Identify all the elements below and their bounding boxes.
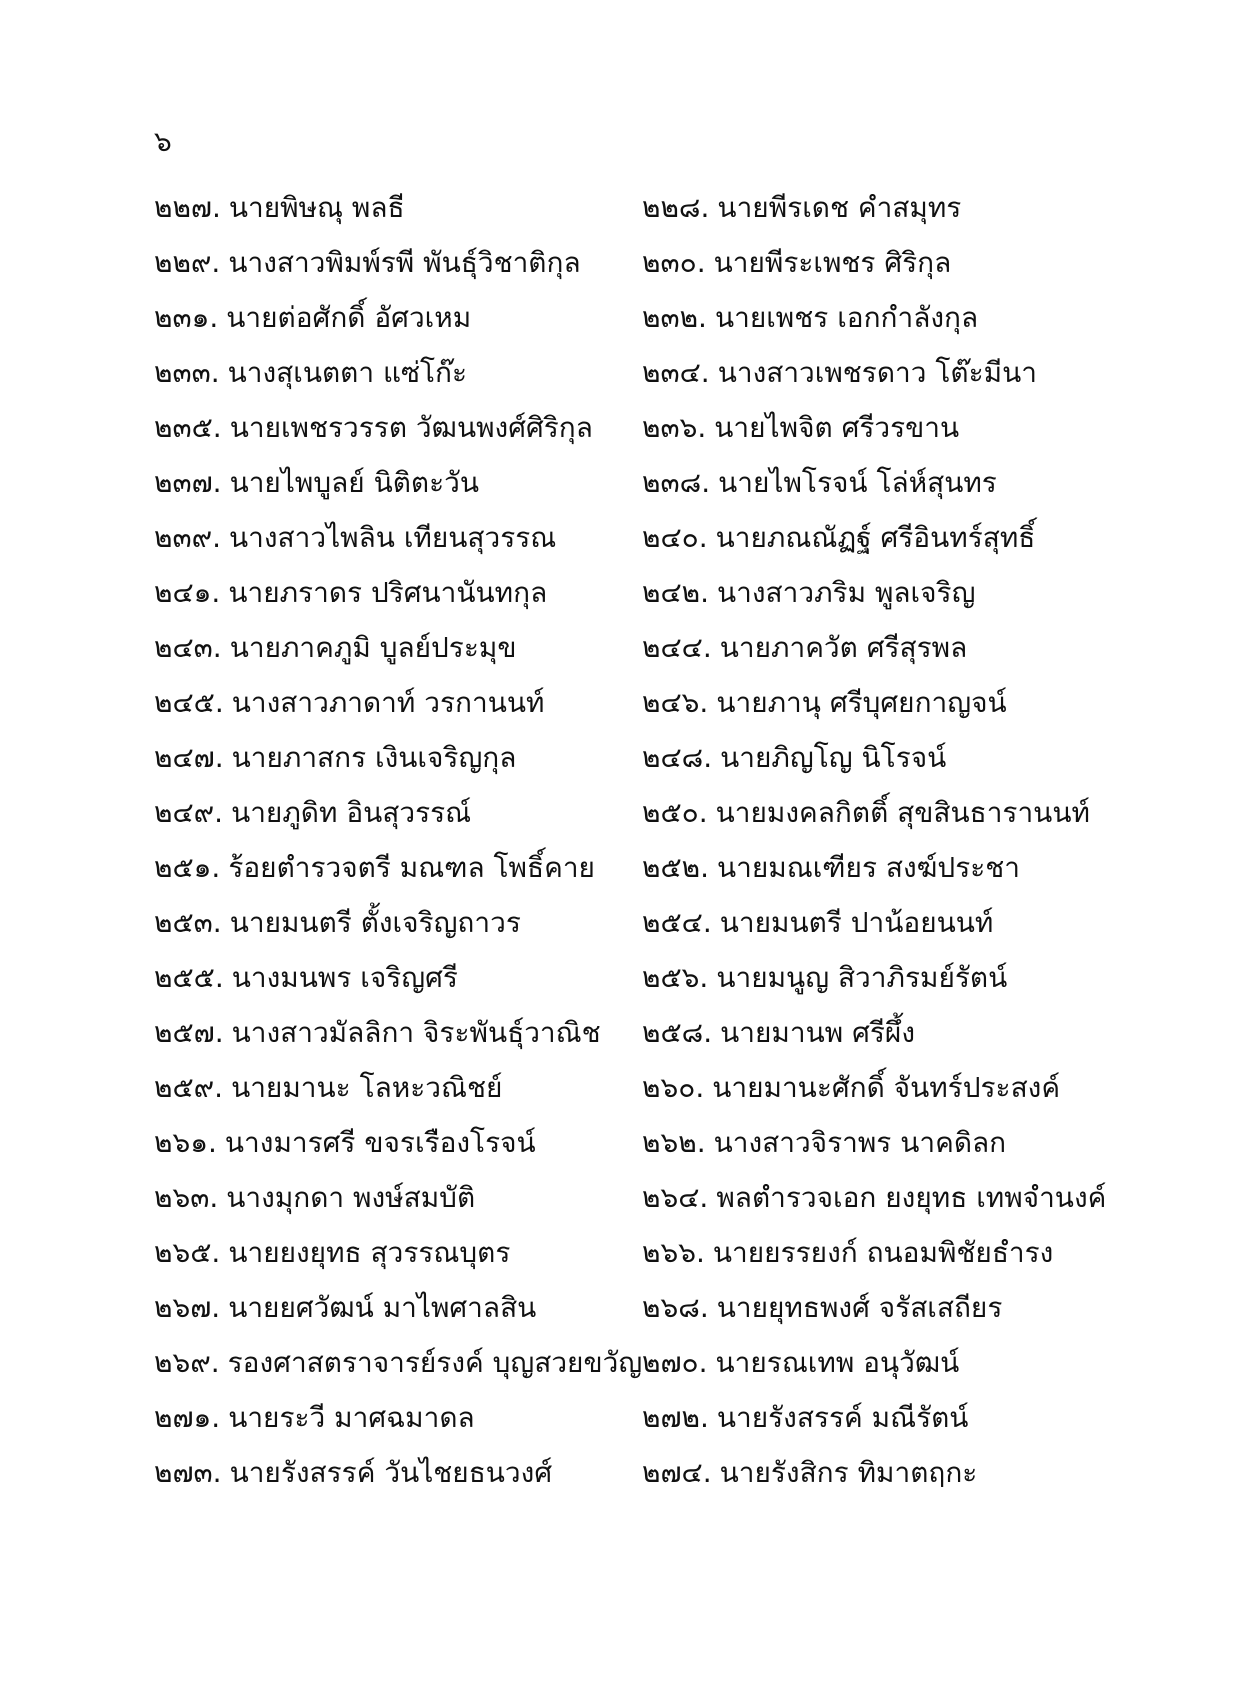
list-item (154, 1123, 642, 1163)
person-name: นายยศวัฒน์ มาไพศาลสิน (228, 1291, 537, 1324)
person-name: นางมุกดา พงษ์สมบัติ (226, 1181, 476, 1214)
list-item (154, 298, 642, 338)
person-name: นางมารศรี ขจรเรืองโรจน์ (224, 1126, 536, 1159)
item-number: ๒๓๖. (642, 411, 707, 444)
person-name: นายเพชรวรรต วัฒนพงศ์ศิริกุล (229, 411, 593, 444)
item-number: ๒๓๓. (154, 356, 220, 389)
person-name: นายมานะศักดิ์ จันทร์ประสงค์ (712, 1071, 1061, 1104)
list-item (642, 1123, 1114, 1163)
person-name: นายรังสรรค์ มณีรัตน์ (716, 1401, 969, 1434)
person-name: นายรังสิกร ทิมาตฤกะ (719, 1456, 978, 1489)
list-item (154, 1013, 642, 1053)
list-item (642, 1453, 1114, 1493)
item-number: ๒๓๗. (154, 466, 222, 499)
list-item (154, 1178, 642, 1218)
item-number: ๒๖๔. (642, 1181, 709, 1214)
person-name: นายพิษณุ พลธี (228, 191, 405, 224)
item-number: ๒๗๓. (154, 1456, 222, 1489)
person-name: พลตำรวจเอก ยงยุทธ เทพจำนงค์ (716, 1181, 1107, 1214)
list-row (154, 1456, 1114, 1524)
list-item (642, 353, 1114, 393)
list-item (642, 683, 1114, 723)
list-item (154, 958, 642, 998)
person-name: นายมณเฑียร สงฆ์ประชา (717, 851, 1020, 884)
person-name: นายยุทธพงศ์ จรัสเสถียร (716, 1291, 1003, 1324)
item-number: ๒๔๕. (154, 686, 224, 719)
item-number: ๒๖๒. (642, 1126, 706, 1159)
item-number: ๒๔๘. (642, 741, 713, 774)
list-item (154, 793, 642, 833)
list-item (154, 573, 642, 613)
item-number: ๒๕๘. (642, 1016, 713, 1049)
person-name: นายภาควัต ศรีสุรพล (719, 631, 968, 664)
person-name: นางสาวจิราพร นาคดิลก (713, 1126, 1007, 1159)
item-number: ๒๓๐. (642, 246, 706, 279)
item-number: ๒๔๙. (154, 796, 224, 829)
list-item (154, 683, 642, 723)
person-name: ร้อยตำรวจตรี มณฑล โพธิ์คาย (228, 851, 595, 884)
list-item (642, 903, 1114, 943)
item-number: ๒๔๑. (154, 576, 221, 609)
person-name: นายรังสรรค์ วันไชยธนวงศ์ (229, 1456, 553, 1489)
item-number: ๒๔๓. (154, 631, 222, 664)
list-item (154, 353, 642, 393)
item-number: ๒๕๑. (154, 851, 221, 884)
item-number: ๒๕๔. (642, 906, 712, 939)
person-name: นายไพโรจน์ โล่ห์สุนทร (718, 466, 997, 499)
list-item (642, 1013, 1114, 1053)
person-name: นายมานพ ศรีผึ้ง (720, 1016, 915, 1049)
person-name: นายรณเทพ อนุวัฒน์ (715, 1346, 960, 1379)
item-number: ๒๕๐. (642, 796, 708, 829)
item-number: ๒๖๕. (154, 1236, 221, 1269)
person-name: นายมงคลกิตติ์ สุขสินธารานนท์ (715, 796, 1090, 829)
list-item (154, 628, 642, 668)
person-name: นางมนพร เจริญศรี (231, 961, 458, 994)
list-item (642, 573, 1114, 613)
list-item (154, 408, 642, 448)
person-name: นายเพชร เอกกำลังกุล (714, 301, 979, 334)
item-number: ๒๕๓. (154, 906, 222, 939)
person-name: นายภูดิท อินสุวรรณ์ (231, 796, 472, 829)
item-number: ๒๒๗. (154, 191, 221, 224)
list-item (642, 1343, 1114, 1383)
item-number: ๒๗๐. (642, 1346, 708, 1379)
person-name: นายภานุ ศรีบุศยกาญจน์ (716, 686, 1007, 719)
person-name: นายต่อศักดิ์ อัศวเหม (226, 301, 472, 334)
person-name: นายระวี มาศฉมาดล (228, 1401, 475, 1434)
item-number: ๒๓๔. (642, 356, 710, 389)
item-number: ๒๖๙. (154, 1346, 220, 1379)
person-name: นายมานะ โลหะวณิชย์ (231, 1071, 503, 1104)
list-item (154, 1398, 642, 1438)
list-item (642, 738, 1114, 778)
person-name: นางสาวภริม พูลเจริญ (717, 576, 976, 609)
list-item (642, 518, 1114, 558)
list-item (154, 1453, 642, 1493)
item-number: ๒๗๔. (642, 1456, 712, 1489)
person-name: นายมนตรี ตั้งเจริญถาวร (229, 906, 521, 939)
item-number: ๒๔๗. (154, 741, 224, 774)
item-number: ๒๕๕. (154, 961, 224, 994)
list-item (154, 463, 642, 503)
person-name: นางสาวเพชรดาว โต๊ะมีนา (717, 356, 1037, 389)
item-number: ๒๓๒. (642, 301, 707, 334)
item-number: ๒๖๓. (154, 1181, 219, 1214)
item-number: ๒๖๖. (642, 1236, 705, 1269)
list-item (154, 1068, 642, 1108)
item-number: ๒๖๘. (642, 1291, 709, 1324)
list-item (154, 518, 642, 558)
person-name: นายภิญโญ นิโรจน์ (720, 741, 947, 774)
list-item (642, 298, 1114, 338)
list-item (642, 243, 1114, 283)
list-item (154, 243, 642, 283)
person-name: นายภาคภูมิ บูลย์ประมุข (229, 631, 517, 664)
list-item (154, 1343, 642, 1383)
list-item (642, 628, 1114, 668)
person-name: นางสาวภาดาท์ วรกานนท์ (231, 686, 545, 719)
person-name: นางสุเนตตา แซ่โก๊ะ (227, 356, 468, 389)
item-number: ๒๒๙. (154, 246, 221, 279)
person-name: นางสาวไพลิน เทียนสุวรรณ (229, 521, 557, 554)
item-number: ๒๕๖. (642, 961, 709, 994)
item-number: ๒๔๔. (642, 631, 712, 664)
item-number: ๒๖๑. (154, 1126, 217, 1159)
list-item (154, 848, 642, 888)
person-name: นายภาสกร เงินเจริญกุล (231, 741, 517, 774)
list-item (642, 188, 1114, 228)
list-item (642, 1398, 1114, 1438)
list-item (642, 1068, 1114, 1108)
person-name: นายไพจิต ศรีวรขาน (714, 411, 960, 444)
person-name: นายยรรยงก์ ถนอมพิชัยธำรง (712, 1236, 1054, 1269)
list-item (642, 848, 1114, 888)
list-item (154, 903, 642, 943)
list-item (642, 1233, 1114, 1273)
item-number: ๒๓๕. (154, 411, 222, 444)
list-item (154, 1288, 642, 1328)
item-number: ๒๕๗. (154, 1016, 224, 1049)
person-name: นายพีรเดช คำสมุทร (717, 191, 962, 224)
person-name: นางสาวมัลลิกา จิระพันธุ์วาณิช (231, 1016, 601, 1049)
list-item (642, 408, 1114, 448)
item-number: ๒๕๒. (642, 851, 710, 884)
list-item (642, 1288, 1114, 1328)
person-name: นายไพบูลย์ นิติตะวัน (229, 466, 480, 499)
list-item (642, 463, 1114, 503)
list-item (154, 1233, 642, 1273)
item-number: ๒๓๑. (154, 301, 219, 334)
person-name: รองศาสตราจารย์รงค์ บุญสวยขวัญ (227, 1346, 643, 1379)
list-item (642, 1178, 1114, 1218)
item-number: ๒๓๘. (642, 466, 711, 499)
item-number: ๒๗๒. (642, 1401, 709, 1434)
item-number: ๒๖๗. (154, 1291, 221, 1324)
list-item (642, 793, 1114, 833)
name-list (154, 191, 1114, 1524)
page-number: ๖ (154, 125, 172, 158)
person-name: นายภณณัฏฐ์ ศรีอินทร์สุทธิ์ (715, 521, 1036, 554)
person-name: นายพีระเพชร ศิริกุล (713, 246, 952, 279)
person-name: นายมนูญ สิวาภิรมย์รัตน์ (716, 961, 1008, 994)
list-item (154, 188, 642, 228)
item-number: ๒๓๙. (154, 521, 222, 554)
person-name: นายมนตรี ปาน้อยนนท์ (719, 906, 994, 939)
item-number: ๒๕๙. (154, 1071, 224, 1104)
item-number: ๒๔๖. (642, 686, 709, 719)
item-number: ๒๔๒. (642, 576, 710, 609)
item-number: ๒๖๐. (642, 1071, 705, 1104)
item-number: ๒๗๑. (154, 1401, 221, 1434)
item-number: ๒๒๘. (642, 191, 710, 224)
person-name: นายภราดร ปริศนานันทกุล (228, 576, 548, 609)
list-item (642, 958, 1114, 998)
item-number: ๒๔๐. (642, 521, 708, 554)
person-name: นายยงยุทธ สุวรรณบุตร (228, 1236, 511, 1269)
person-name: นางสาวพิมพ์รพี พันธุ์วิชาติกุล (228, 246, 581, 279)
list-item (154, 738, 642, 778)
